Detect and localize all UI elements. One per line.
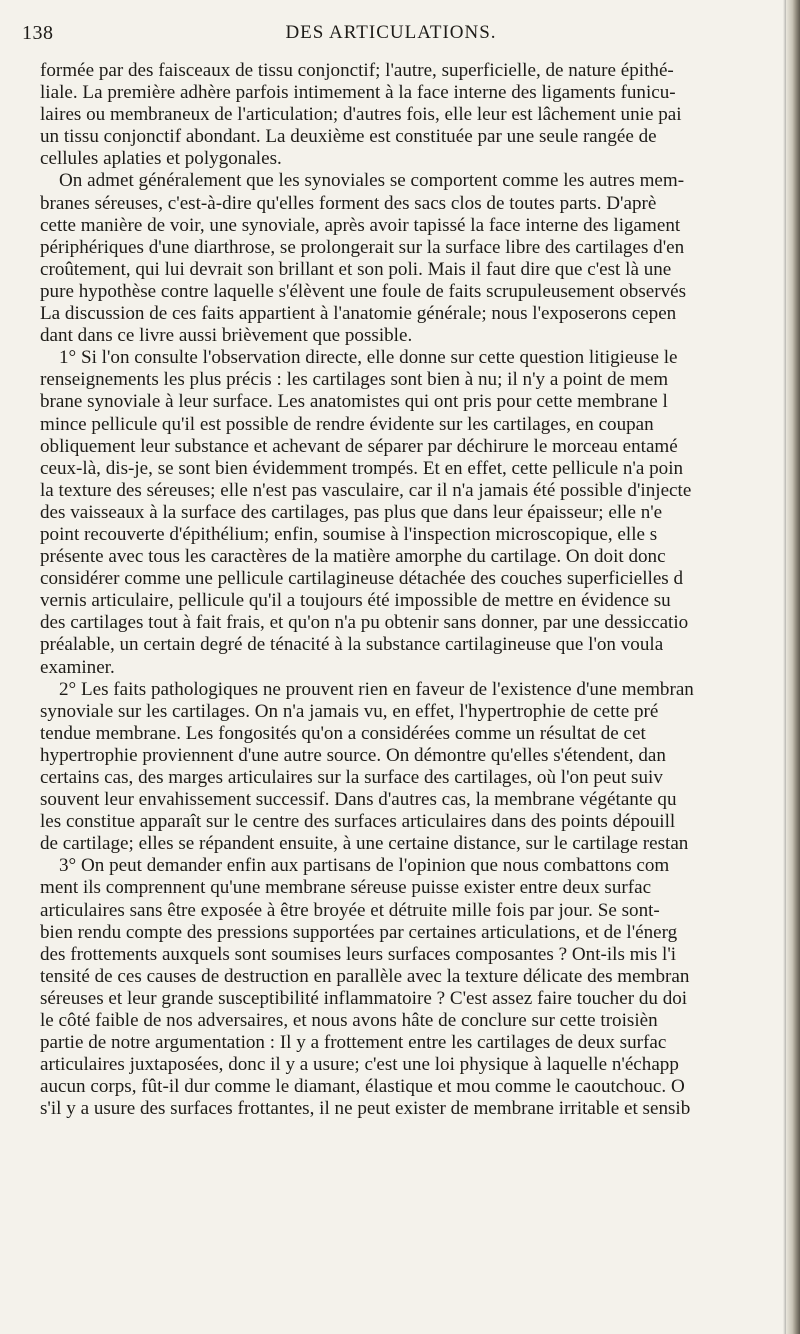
page-header bbox=[22, 22, 760, 52]
text-line: 1° Si l'on consulte l'observation directe, elle donne sur cette question litigieuse le bbox=[59, 347, 678, 369]
text-line: des vaisseaux à la surface des cartilages, pas plus que dans leur épaisseur; elle n'e bbox=[40, 501, 663, 523]
text-line: souvent leur envahissement successif. Dans d'autres cas, la membrane végétante qu bbox=[40, 789, 677, 811]
text-line: le côté faible de nos adversaires, et nous avons hâte de conclure sur cette troisièn bbox=[40, 1010, 658, 1032]
text-line: croûtement, qui lui devrait son brillant et son poli. Mais il faut dire que c'est là une bbox=[40, 258, 672, 280]
text-line: mince pellicule qu'il est possible de rendre évidente sur les cartilages, en coupan bbox=[40, 413, 654, 435]
text-line: présente avec tous les caractères de la matière amorphe du cartilage. On doit donc bbox=[40, 546, 666, 568]
text-line: préalable, un certain degré de ténacité à la substance cartilagineuse que l'on voula bbox=[40, 634, 664, 656]
text-line: bien rendu compte des pressions supportées par certaines articulations, et de l'énerg bbox=[40, 921, 678, 943]
text-line: les constitue apparaît sur le centre des surfaces articulaires dans des points dépouill bbox=[40, 811, 676, 833]
text-line: cellules aplaties et polygonales. bbox=[40, 148, 282, 170]
text-line: pure hypothèse contre laquelle s'élèvent une foule de faits scrupuleusement observés bbox=[40, 280, 687, 302]
text-line: renseignements les plus précis : les cartilages sont bien à nu; il n'y a point de mem bbox=[40, 369, 669, 391]
page-number: 138 bbox=[22, 22, 54, 44]
text-line: des frottements auxquels sont soumises leurs surfaces composantes ? Ont-ils mis l'i bbox=[40, 943, 677, 965]
text-line: de cartilage; elles se répandent ensuite, à une certaine distance, sur le cartilage restan bbox=[40, 833, 689, 855]
text-line: obliquement leur substance et achevant de séparer par déchirure le morceau entamé bbox=[40, 435, 678, 457]
text-line: point recouverte d'épithélium; enfin, soumise à l'inspection microscopique, elle s bbox=[40, 523, 658, 545]
text-line: certains cas, des marges articulaires sur la surface des cartilages, où l'on peut suiv bbox=[40, 767, 663, 788]
text-line: laires ou membraneux de l'articulation; d'autres fois, elle leur est lâchement unie pai bbox=[40, 104, 682, 126]
text-line: ment ils comprennent qu'une membrane séreuse puisse exister entre deux surfac bbox=[40, 877, 652, 899]
text-line: des cartilages tout à fait frais, et qu'on n'a pu obtenir sans donner, par une dessiccatio bbox=[40, 612, 689, 634]
text-line: La discussion de ces faits appartient à l'anatomie générale; nous l'exposerons cepen bbox=[40, 303, 677, 325]
text-line: périphériques d'une diarthrose, se prolongerait sur la surface libre des cartilages d'en bbox=[40, 236, 685, 258]
text-line: articulaires sans être exposée à être broyée et détruite mille fois par jour. Se sont- bbox=[40, 899, 660, 921]
text-line: articulaires juxtaposées, donc il y a usure; c'est une loi physique à laquelle n'échapp bbox=[40, 1054, 679, 1076]
text-line: s'il y a usure des surfaces frottantes, il ne peut exister de membrane irritable et sensib bbox=[40, 1098, 691, 1120]
text-line: examiner. bbox=[40, 656, 115, 678]
running-title: DES ARTICULATIONS. bbox=[285, 22, 497, 43]
text-line: 2° Les faits pathologiques ne prouvent rien en faveur de l'existence d'une membran bbox=[59, 678, 694, 700]
text-line: vernis articulaire, pellicule qu'il a toujours été impossible de mettre en évidence su bbox=[40, 590, 671, 612]
text-line: brane synoviale à leur surface. Les anatomistes qui ont pris pour cette membrane l bbox=[40, 391, 668, 413]
body-text bbox=[40, 60, 792, 1121]
text-line: tensité de ces causes de destruction en parallèle avec la texture délicate des membran bbox=[40, 965, 690, 987]
text-line: partie de notre argumentation : Il y a frottement entre les cartilages de deux surfac bbox=[40, 1032, 667, 1054]
text-line: synoviale sur les cartilages. On n'a jamais vu, en effet, l'hypertrophie de cette pré bbox=[40, 700, 659, 722]
text-line: séreuses et leur grande susceptibilité inflammatoire ? C'est assez faire toucher du doi bbox=[40, 987, 688, 1009]
text-line: cette manière de voir, une synoviale, après avoir tapissé la face interne des ligament bbox=[40, 214, 681, 236]
text-line: branes séreuses, c'est-à-dire qu'elles forment des sacs clos de toutes parts. D'aprè bbox=[40, 192, 657, 214]
text-line: hypertrophie proviennent d'une autre source. On démontre qu'elles s'étendent, dan bbox=[40, 744, 666, 766]
text-line: un tissu conjonctif abondant. La deuxième est constituée par une seule rangée de bbox=[40, 126, 657, 148]
text-line: la texture des séreuses; elle n'est pas vasculaire, car il n'a jamais été possible d'injecte bbox=[40, 479, 692, 501]
text-line: tendue membrane. Les fongosités qu'on a considérées comme un résultat de cet bbox=[40, 722, 646, 744]
text-line: 3° On peut demander enfin aux partisans de l'opinion que nous combattons com bbox=[59, 855, 670, 877]
text-line: formée par des faisceaux de tissu conjonctif; l'autre, superficielle, de nature épithé- bbox=[40, 60, 674, 81]
text-line: On admet généralement que les synoviales se comportent comme les autres mem- bbox=[59, 170, 685, 192]
page-edge bbox=[786, 0, 800, 1334]
text-line: considérer comme une pellicule cartilagineuse détachée des couches superficielles d bbox=[40, 568, 684, 590]
text-line: dant dans ce livre aussi brièvement que possible. bbox=[40, 325, 413, 347]
text-line: ceux-là, dis-je, se sont bien évidemment trompés. Et en effet, cette pellicule n'a poin bbox=[40, 457, 684, 479]
text-line: liale. La première adhère parfois intimement à la face interne des ligaments funicu- bbox=[40, 82, 676, 104]
text-line: aucun corps, fût-il dur comme le diamant, élastique et mou comme le caoutchouc. O bbox=[40, 1076, 685, 1098]
